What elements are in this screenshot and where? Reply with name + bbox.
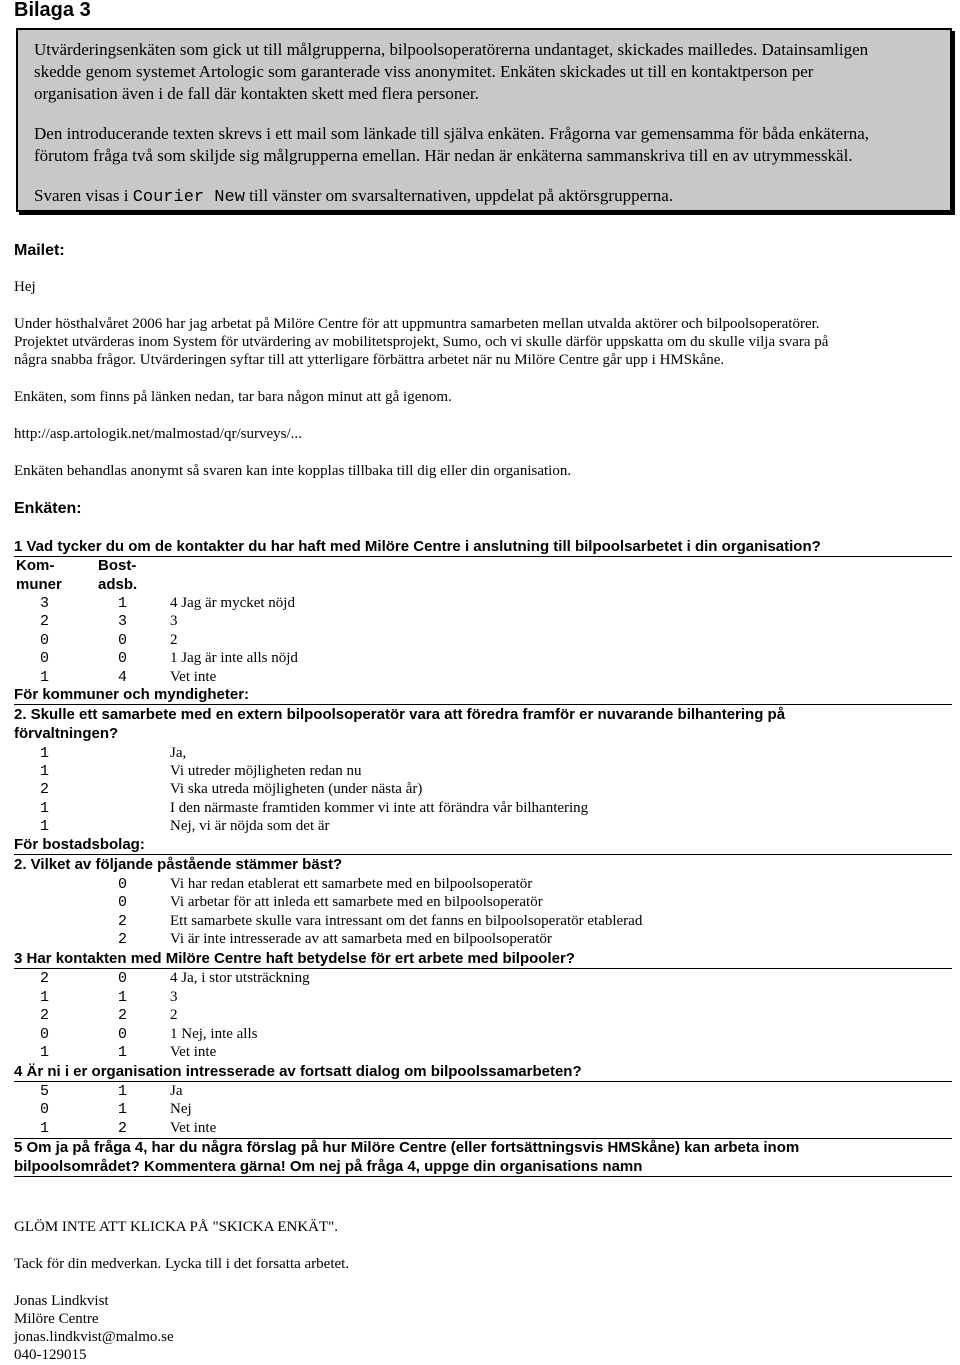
answer-label: 2 — [170, 1007, 178, 1023]
answer-label: 1 Jag är inte alls nöjd — [170, 650, 298, 666]
answer-count-bostadsbolag: 1 — [118, 595, 128, 612]
answer-count: 1 — [40, 818, 50, 835]
divider — [14, 1176, 952, 1177]
answer-count-kommuner: 0 — [40, 1026, 50, 1043]
divider — [14, 556, 952, 557]
answer-count-kommuner: 0 — [40, 1101, 50, 1118]
answer-count-kommuner: 2 — [40, 613, 50, 630]
answer-count: 0 — [118, 876, 128, 893]
answer-count-kommuner: 2 — [40, 970, 50, 987]
answer-count-bostadsbolag: 2 — [118, 1007, 128, 1024]
mail-paragraph: Enkäten, som finns på länken nedan, tar bara någon minut att gå igenom. — [14, 389, 452, 405]
answer-count-kommuner: 0 — [40, 650, 50, 667]
divider — [14, 1138, 952, 1139]
answer-count-bostadsbolag: 4 — [118, 669, 128, 686]
mail-greeting: Hej — [14, 279, 36, 295]
signature-org: Milöre Centre — [14, 1311, 99, 1327]
mail-paragraph: Projektet utvärderas inom System för utvärdering av mobilitetsprojekt, Sumo, och vi skulle därför uppskatta om du skulle vilja svara på — [14, 334, 829, 350]
group-heading: För kommuner och myndigheter: — [14, 686, 250, 703]
mail-paragraph: några snabba frågor. Utvärderingen syftar till att ytterligare förbättra arbetet när nu Milöre Centre går upp i HMSkåne. — [14, 352, 725, 368]
answer-count-kommuner: 1 — [40, 1044, 50, 1061]
signature-phone: 040-129015 — [14, 1347, 87, 1363]
answer-count-bostadsbolag: 0 — [118, 970, 128, 987]
signature-email: jonas.lindkvist@malmo.se — [14, 1329, 174, 1345]
answer-label: 1 Nej, inte alls — [170, 1026, 258, 1042]
answer-label: Vet inte — [170, 669, 217, 685]
answer-count-bostadsbolag: 0 — [118, 1026, 128, 1043]
intro-line: Svaren visas i Courier New till vänster om svarsalternativen, uppdelat på aktörsgrupperna. — [34, 186, 674, 207]
intro-box — [16, 28, 952, 212]
answer-count: 2 — [40, 781, 50, 798]
divider — [14, 968, 952, 969]
mail-paragraph: Enkäten behandlas anonymt så svaren kan inte kopplas tillbaka till dig eller din organisation. — [14, 463, 572, 479]
group-heading: För bostadsbolag: — [14, 836, 145, 853]
answer-label: 4 Ja, i stor utsträckning — [170, 970, 310, 986]
answer-count: 2 — [118, 913, 128, 930]
survey-link[interactable]: http://asp.artologik.net/malmostad/qr/surveys/... — [14, 426, 302, 442]
answer-count-bostadsbolag: 2 — [118, 1120, 128, 1137]
answer-count: 1 — [40, 763, 50, 780]
answer-count-bostadsbolag: 1 — [118, 1083, 128, 1100]
answer-label: 3 — [170, 613, 178, 629]
answer-count: 0 — [118, 894, 128, 911]
answer-label: Vet inte — [170, 1120, 217, 1136]
answer-count-kommuner: 1 — [40, 989, 50, 1006]
question-2-kommuner: förvaltningen? — [14, 725, 119, 742]
question-4: 4 Är ni i er organisation intresserade av fortsatt dialog om bilpoolssamarbeten? — [14, 1063, 582, 1080]
answer-label: Nej, vi är nöjda som det är — [170, 818, 330, 834]
answer-count-bostadsbolag: 1 — [118, 989, 128, 1006]
answer-count-kommuner: 2 — [40, 1007, 50, 1024]
answer-label: Ett samarbete skulle vara intressant om det fanns en bilpoolsoperatör etablerad — [170, 913, 643, 929]
answer-count-kommuner: 3 — [40, 595, 50, 612]
answer-label: Vet inte — [170, 1044, 217, 1060]
intro-line: Den introducerande texten skrevs i ett mail som länkade till själva enkäten. Frågorna var gemensamma för båda enkäterna, — [34, 124, 870, 143]
column-header-bostadsbolag: Bost- — [98, 557, 137, 574]
answer-label: I den närmaste framtiden kommer vi inte att förändra vår bilhantering — [170, 800, 589, 816]
answer-label: Vi är inte intresserade av att samarbeta med en bilpoolsoperatör — [170, 931, 552, 947]
answer-count: 2 — [118, 931, 128, 948]
mail-paragraph: Under hösthalvåret 2006 har jag arbetat på Milöre Centre för att uppmuntra samarbeten mellan utvalda aktörer och bilpoolsoperatörer. — [14, 316, 820, 332]
intro-line: Utvärderingsenkäten som gick ut till målgrupperna, bilpoolsoperatörerna undantaget, skickades mailledes. Datainsamligen — [34, 40, 869, 59]
answer-label: 2 — [170, 632, 178, 648]
answer-label: Ja, — [170, 745, 187, 761]
divider — [14, 854, 952, 855]
answer-count: 1 — [40, 800, 50, 817]
intro-line: skedde genom systemet Artologic som garanterade viss anonymitet. Enkäten skickades ut till en kontaktperson per — [34, 62, 814, 81]
answer-count: 1 — [40, 745, 50, 762]
answer-count-bostadsbolag: 1 — [118, 1101, 128, 1118]
answer-label: Vi arbetar för att inleda ett samarbete med en bilpoolsoperatör — [170, 894, 543, 910]
question-5: bilpoolsområdet? Kommentera gärna! Om nej på fråga 4, uppge din organisations namn — [14, 1158, 643, 1175]
thanks-text: Tack för din medverkan. Lycka till i det forsatta arbetet. — [14, 1256, 350, 1272]
answer-count-bostadsbolag: 0 — [118, 650, 128, 667]
intro-line: förutom fråga två som skiljde sig målgrupperna emellan. Här nedan är enkäterna sammanskriva till en av utrymmesskäl. — [34, 146, 853, 165]
answer-count-kommuner: 0 — [40, 632, 50, 649]
answer-label: Vi utreder möjligheten redan nu — [170, 763, 362, 779]
signature-name: Jonas Lindkvist — [14, 1293, 109, 1309]
answer-label: Vi har redan etablerat ett samarbete med en bilpoolsoperatör — [170, 876, 533, 892]
answer-label: 4 Jag är mycket nöjd — [170, 595, 295, 611]
divider — [14, 1081, 952, 1082]
answer-label: Ja — [170, 1083, 183, 1099]
answer-count-kommuner: 1 — [40, 1120, 50, 1137]
answer-count-bostadsbolag: 3 — [118, 613, 128, 630]
answer-label: 3 — [170, 989, 178, 1005]
question-3: 3 Har kontakten med Milöre Centre haft betydelse för ert arbete med bilpooler? — [14, 950, 575, 967]
question-5: 5 Om ja på fråga 4, har du några förslag på hur Milöre Centre (eller fortsättningsvis HMSkåne) kan arbeta inom — [14, 1139, 800, 1156]
question-2-kommuner: 2. Skulle ett samarbete med en extern bilpoolsoperatör vara att föredra framför er nuvarande bilhantering på — [14, 706, 786, 723]
mail-heading: Mailet: — [14, 242, 65, 259]
answer-count-bostadsbolag: 1 — [118, 1044, 128, 1061]
column-header-kommuner: muner — [16, 576, 62, 593]
answer-count-kommuner: 1 — [40, 669, 50, 686]
intro-line: organisation även i de fall där kontakten skett med flera personer. — [34, 84, 479, 103]
question-2-bostadsbolag: 2. Vilket av följande påstående stämmer bäst? — [14, 856, 343, 873]
answer-count-kommuner: 5 — [40, 1083, 50, 1100]
page-title: Bilaga 3 — [14, 0, 91, 21]
answer-label: Nej — [170, 1101, 192, 1117]
answer-label: Vi ska utreda möjligheten (under nästa år) — [170, 781, 423, 797]
divider — [14, 704, 952, 705]
reminder-text: GLÖM INTE ATT KLICKA PÅ "SKICKA ENKÄT". — [14, 1219, 339, 1235]
question-1: 1 Vad tycker du om de kontakter du har haft med Milöre Centre i anslutning till bilpoolsarbetet i din organisation? — [14, 538, 821, 555]
column-header-kommuner: Kom- — [16, 557, 55, 574]
courier-sample: Courier New — [132, 188, 245, 207]
column-header-bostadsbolag: adsb. — [98, 576, 138, 593]
answer-count-bostadsbolag: 0 — [118, 632, 128, 649]
survey-heading: Enkäten: — [14, 500, 82, 517]
